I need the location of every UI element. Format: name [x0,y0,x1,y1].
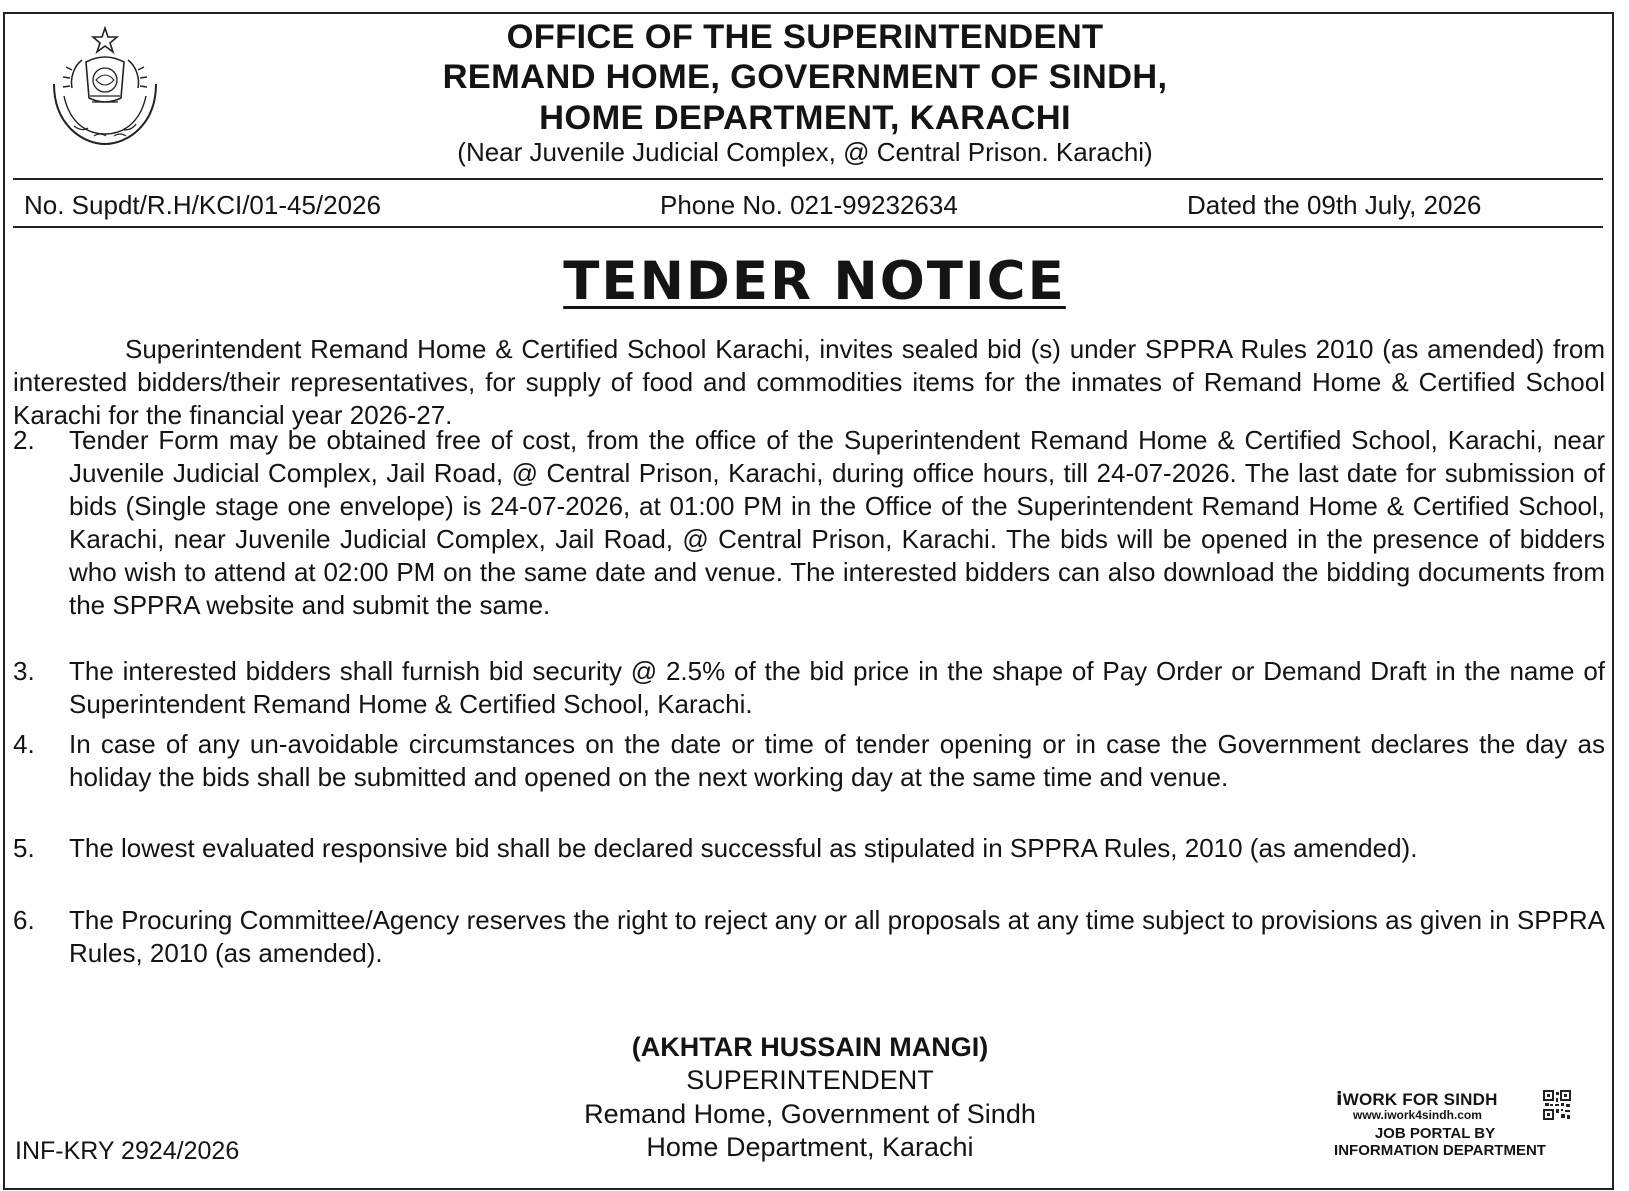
signatory-name: (AKHTAR HUSSAIN MANGI) [631,1032,989,1062]
portal-line-2: INFORMATION DEPARTMENT [1334,1142,1546,1159]
iwork-logo-icon: ⅰ [1336,1089,1343,1110]
notice-title-wrap [0,252,1629,312]
list-item: In case of any un-avoidable circumstances on the date or time of tender opening or in case the Government declares the day as holiday the bids shall be submitted and opened on the next working day at the same time and venue. [69,729,1605,792]
iwork-brand [1336,1090,1498,1110]
iwork-url: www.iwork4sindh.com [1353,1108,1482,1122]
item-number: 2. [13,425,35,455]
signatory-designation: SUPERINTENDENT [686,1065,934,1095]
item-number: 4. [13,729,35,759]
office-address: (Near Juvenile Judicial Complex, @ Central Prison. Karachi) [457,137,1153,167]
signatory-department: Home Department, Karachi [646,1132,974,1162]
qr-code-icon [1543,1090,1571,1120]
item-number: 3. [13,656,35,686]
list-item: The Procuring Committee/Agency reserves the right to reject any or all proposals at any time subject to provisions as given in SPPRA Rules, 2010 (as amended). [69,905,1605,968]
item-number: 6. [13,905,35,935]
signatory-organization: Remand Home, Government of Sindh [584,1099,1036,1129]
inf-reference: INF-KRY 2924/2026 [15,1137,240,1165]
government-of-sindh-seal-icon [44,26,166,150]
office-title-line-3: HOME DEPARTMENT, KARACHI [539,99,1071,137]
reference-number: No. Supdt/R.H/KCI/01-45/2026 [24,190,381,220]
list-item: Tender Form may be obtained free of cost, from the office of the Superintendent Remand Home & Certified School, Karachi, near Juvenile Judicial Complex, Jail Road, @ Central Prison, Karachi, during office hours, till 24-07-2026. The last date for submission of bids (Single stage one envelope) is 24-07-2026, at 01:00 PM in the Office of the Superintendent Remand Home & Certified School, Karachi, near Juvenile Judicial Complex, Jail Road, @ Central Prison, Karachi. The bids will be opened in the presence of bidders who wish to attend at 02:00 PM on the same date and venue. The interested bidders can also download the bidding documents from the SPPRA website and submit the same. [69,425,1605,620]
intro-paragraph: Superintendent Remand Home & Certified School Karachi, invites sealed bid (s) under SPPRA Rules 2010 (as amended) from interested bidders/their representatives, for supply of food and commodities items for the inmates of Remand Home & Certified School Karachi for the financial year 2026-27. [13,334,1605,430]
notice-title: TENDER NOTICE [563,251,1066,312]
office-title-line-2: REMAND HOME, GOVERNMENT OF SINDH, [442,58,1168,96]
list-item: The interested bidders shall furnish bid security @ 2.5% of the bid price in the shape of Pay Order or Demand Draft in the name of Superintendent Remand Home & Certified School, Karachi. [69,656,1605,719]
office-title: OFFICE OF THE SUPERINTENDENT [506,18,1104,56]
iwork-brand-text: WORK FOR SINDH [1342,1090,1498,1109]
portal-line-1: JOB PORTAL BY [1374,1125,1496,1142]
item-number: 5. [13,833,35,863]
iwork-for-sindh-badge [1335,1090,1580,1170]
header-divider-bottom [13,226,1603,228]
phone-number: Phone No. 021-99232634 [660,190,958,220]
list-item: The lowest evaluated responsive bid shall be declared successful as stipulated in SPPRA Rules, 2010 (as amended). [69,833,1418,863]
header-divider-top [13,178,1603,180]
notice-date: Dated the 09th July, 2026 [1187,190,1482,220]
